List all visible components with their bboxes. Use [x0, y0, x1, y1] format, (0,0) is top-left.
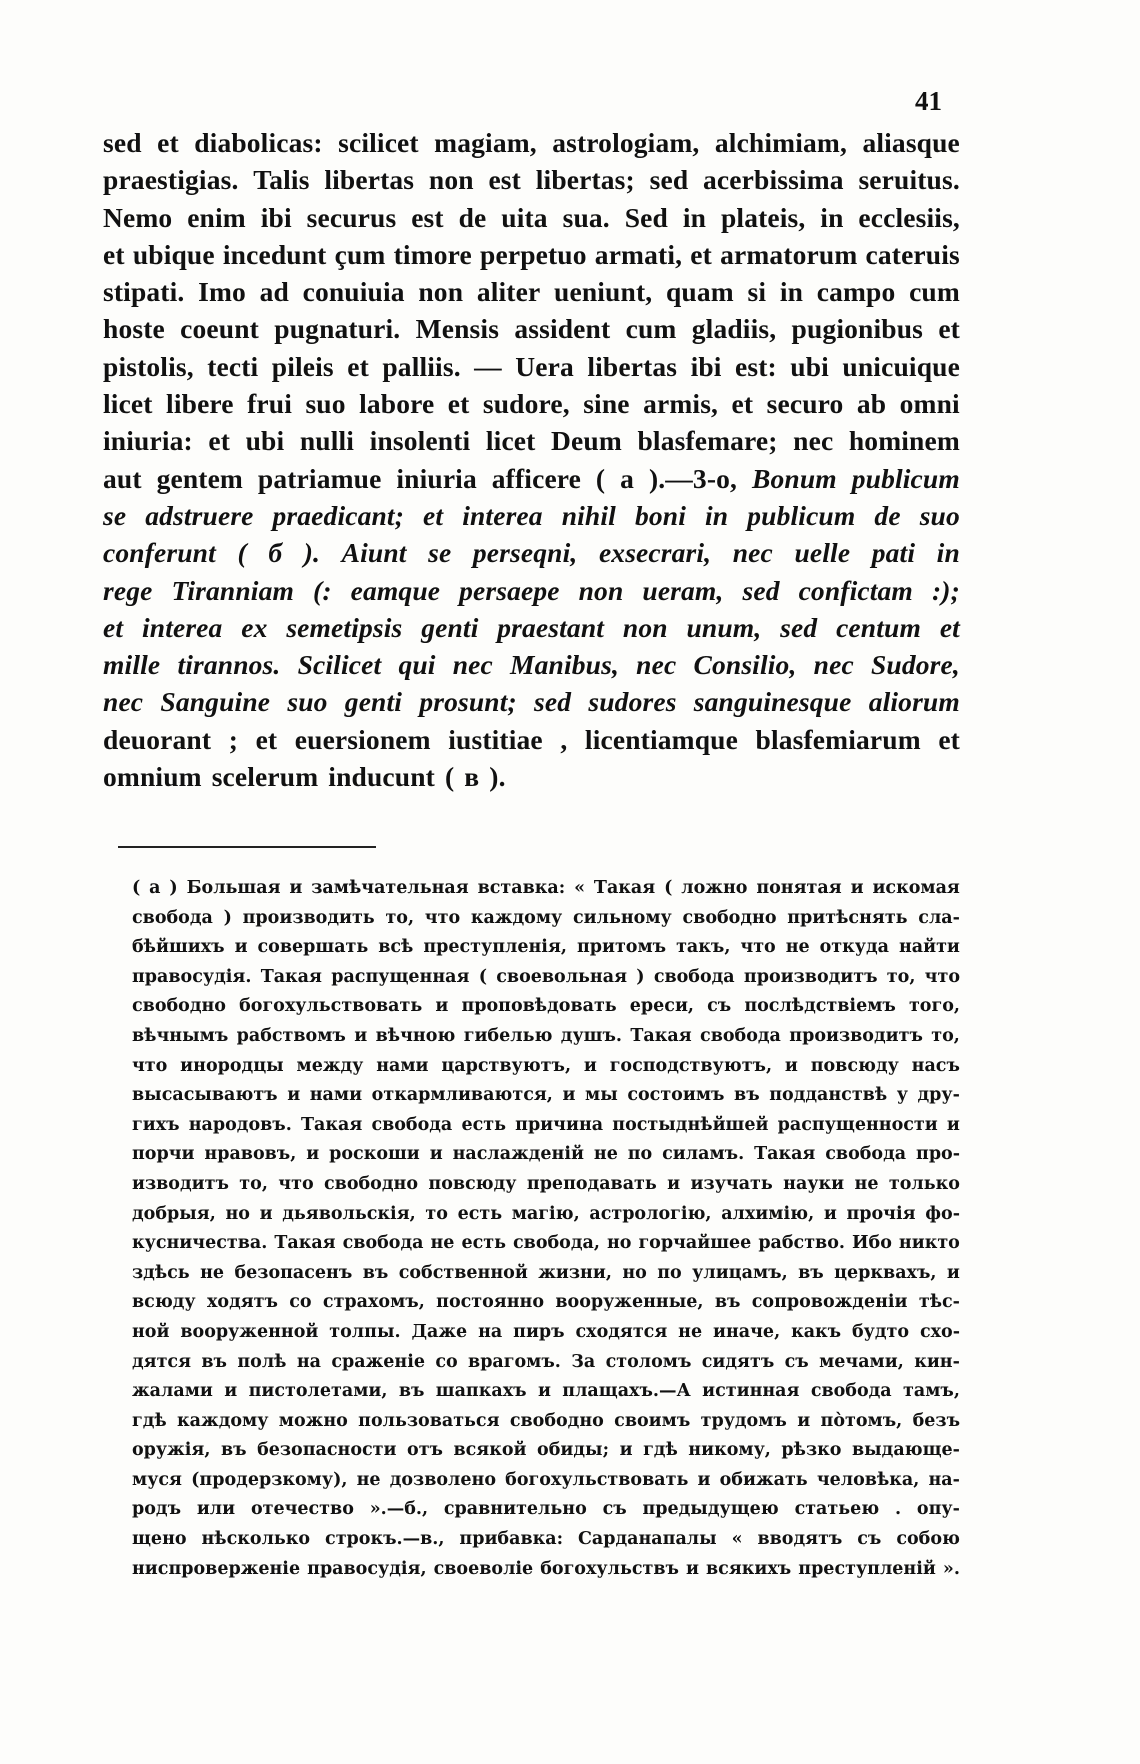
footnote-line: добрыя, но и дьявольскія, то есть магію, астрологію, алхимію, и прочія фо- [132, 1203, 960, 1224]
footnote-line: всюду ходятъ со страхомъ, постоянно вооруженные, въ сопровожденіи тѣс- [132, 1292, 960, 1313]
footnote-separator [118, 846, 376, 848]
text-line: nec Sanguine suo genti prosunt; sed sudores sanguinesque aliorum [103, 686, 960, 718]
footnote-line: вѣчнымъ рабствомъ и вѣчною гибелью душъ. Такая свобода производитъ то, [132, 1025, 960, 1046]
footnote-line: правосудія. Такая распущенная ( своевольная ) свобода производитъ то, что [132, 966, 960, 987]
text-line: iniuria: et ubi nulli insolenti licet Deum blasfemare; nec hominem [103, 425, 960, 457]
text-line: deuorant ; et euersionem iustitiae , licentiamque blasfemiarum et [103, 723, 960, 755]
text-line: pistolis, tecti pileis et palliis. — Uera libertas ibi est: ubi unicuique [103, 350, 960, 382]
footnote-block [132, 874, 960, 1584]
text-line: et interea ex semetipsis genti praestant non unum, sed centum et [103, 611, 960, 643]
text-line: licet libere frui suo labore et sudore, sine armis, et securo ab omni [103, 388, 960, 420]
text-line: mille tirannos. Scilicet qui nec Manibus, nec Consilio, nec Sudore, [103, 649, 960, 681]
footnote-line: ной вооруженной толпы. Даже на пиръ сходятся не иначе, какъ будто схо- [132, 1321, 960, 1342]
text-line: sed et diabolicas: scilicet magiam, astrologiam, alchimiam, aliasque [103, 127, 960, 158]
text-line: se adstruere praedicant; et interea nihil boni in publicum de suo [103, 499, 960, 531]
footnote-line: свободно богохульствовать и проповѣдовать ереси, съ послѣдствіемъ того, [132, 996, 960, 1017]
footnote-line: бѣйшихъ и совершать всѣ преступленія, притомъ такъ, что не откуда найти [132, 937, 960, 958]
footnote-line: оружія, въ безопасности отъ всякой обиды; и гдѣ никому, рѣзко выдающе- [132, 1440, 960, 1461]
footnote-line: щено нѣсколько строкъ.—в., прибавка: Сарданапалы « вводятъ съ собою [132, 1529, 960, 1550]
footnote-line: ( а ) Большая и замѣчательная вставка: « Такая ( ложно понятая и искомая [132, 878, 960, 898]
text-line: omnium scelerum inducunt ( в ). [103, 761, 506, 793]
text-line: conferunt ( б ). Aiunt se perseqni, exsecrari, nec uelle pati in [103, 537, 960, 569]
text-line: rege Tiranniam (: eamque persaepe non ueram, sed confictam :); [103, 574, 960, 606]
page-number: 41 [915, 86, 942, 116]
footnote-line: жалами и пистолетами, въ шапкахъ и плащахъ.—А истинная свобода тамъ, [132, 1381, 960, 1402]
footnote-line: свобода ) производить то, что каждому сильному свободно притѣснять сла- [132, 907, 960, 928]
text-line: stipati. Imo ad conuiuia non aliter ueniunt, quam si in campo cum [103, 276, 960, 308]
footnote-line: что инородцы между нами царствуютъ, и господствуютъ, и повсюду насъ [132, 1055, 960, 1076]
footnote-line: высасываютъ и нами откармливаются, и мы состоимъ въ подданствѣ у дру- [132, 1085, 960, 1106]
footnote-line: ниспроверженіе правосудія, своеволіе богохульствъ и всякихъ преступленій ». [132, 1558, 960, 1579]
text-line: praestigias. Talis libertas non est libertas; sed acerbissima seruitus. [103, 164, 960, 196]
footnote-line: изводитъ то, что свободно повсюду преподавать и изучать науки не только [132, 1173, 960, 1194]
footnote-line: муся (продерзкому), не дозволено богохульствовать и обижать человѣка, на- [132, 1469, 960, 1490]
footnote-line: здѣсь не безопасенъ въ собственной жизни, но по улицамъ, въ церквахъ, и [132, 1262, 960, 1283]
footnote-line: порчи нравовъ, и роскоши и наслажденій не по силамъ. Такая свобода про- [132, 1144, 960, 1165]
footnote-line: гихъ народовъ. Такая свобода есть причина постыднѣйшей распущенности и [132, 1114, 960, 1135]
main-text-block [103, 124, 960, 795]
text-line: aut gentem patriamue iniuria afficere ( a ).—3-o, Bonum publicum [103, 462, 960, 494]
text-line: hoste coeunt pugnaturi. Mensis assident cum gladiis, pugionibus et [103, 313, 960, 345]
text-line: Nemo enim ibi securus est de uita sua. Sed in plateis, in ecclesiis, [103, 201, 960, 233]
footnote-line: гдѣ каждому можно пользоваться свободно своимъ трудомъ и пòтомъ, безъ [132, 1410, 960, 1431]
footnote-line: дятся въ полѣ на сраженіе со врагомъ. За столомъ сидятъ съ мечами, кин- [132, 1351, 960, 1372]
footnote-line: кусничества. Такая свобода не есть свобода, но горчайшее рабство. Ибо никто [132, 1233, 960, 1254]
footnote-line: родъ или отечество ».—б., сравнительно съ предыдущею статьею . опу- [132, 1499, 960, 1520]
text-line: et ubique incedunt çum timore perpetuo armati, et armatorum cateruis [103, 238, 960, 270]
